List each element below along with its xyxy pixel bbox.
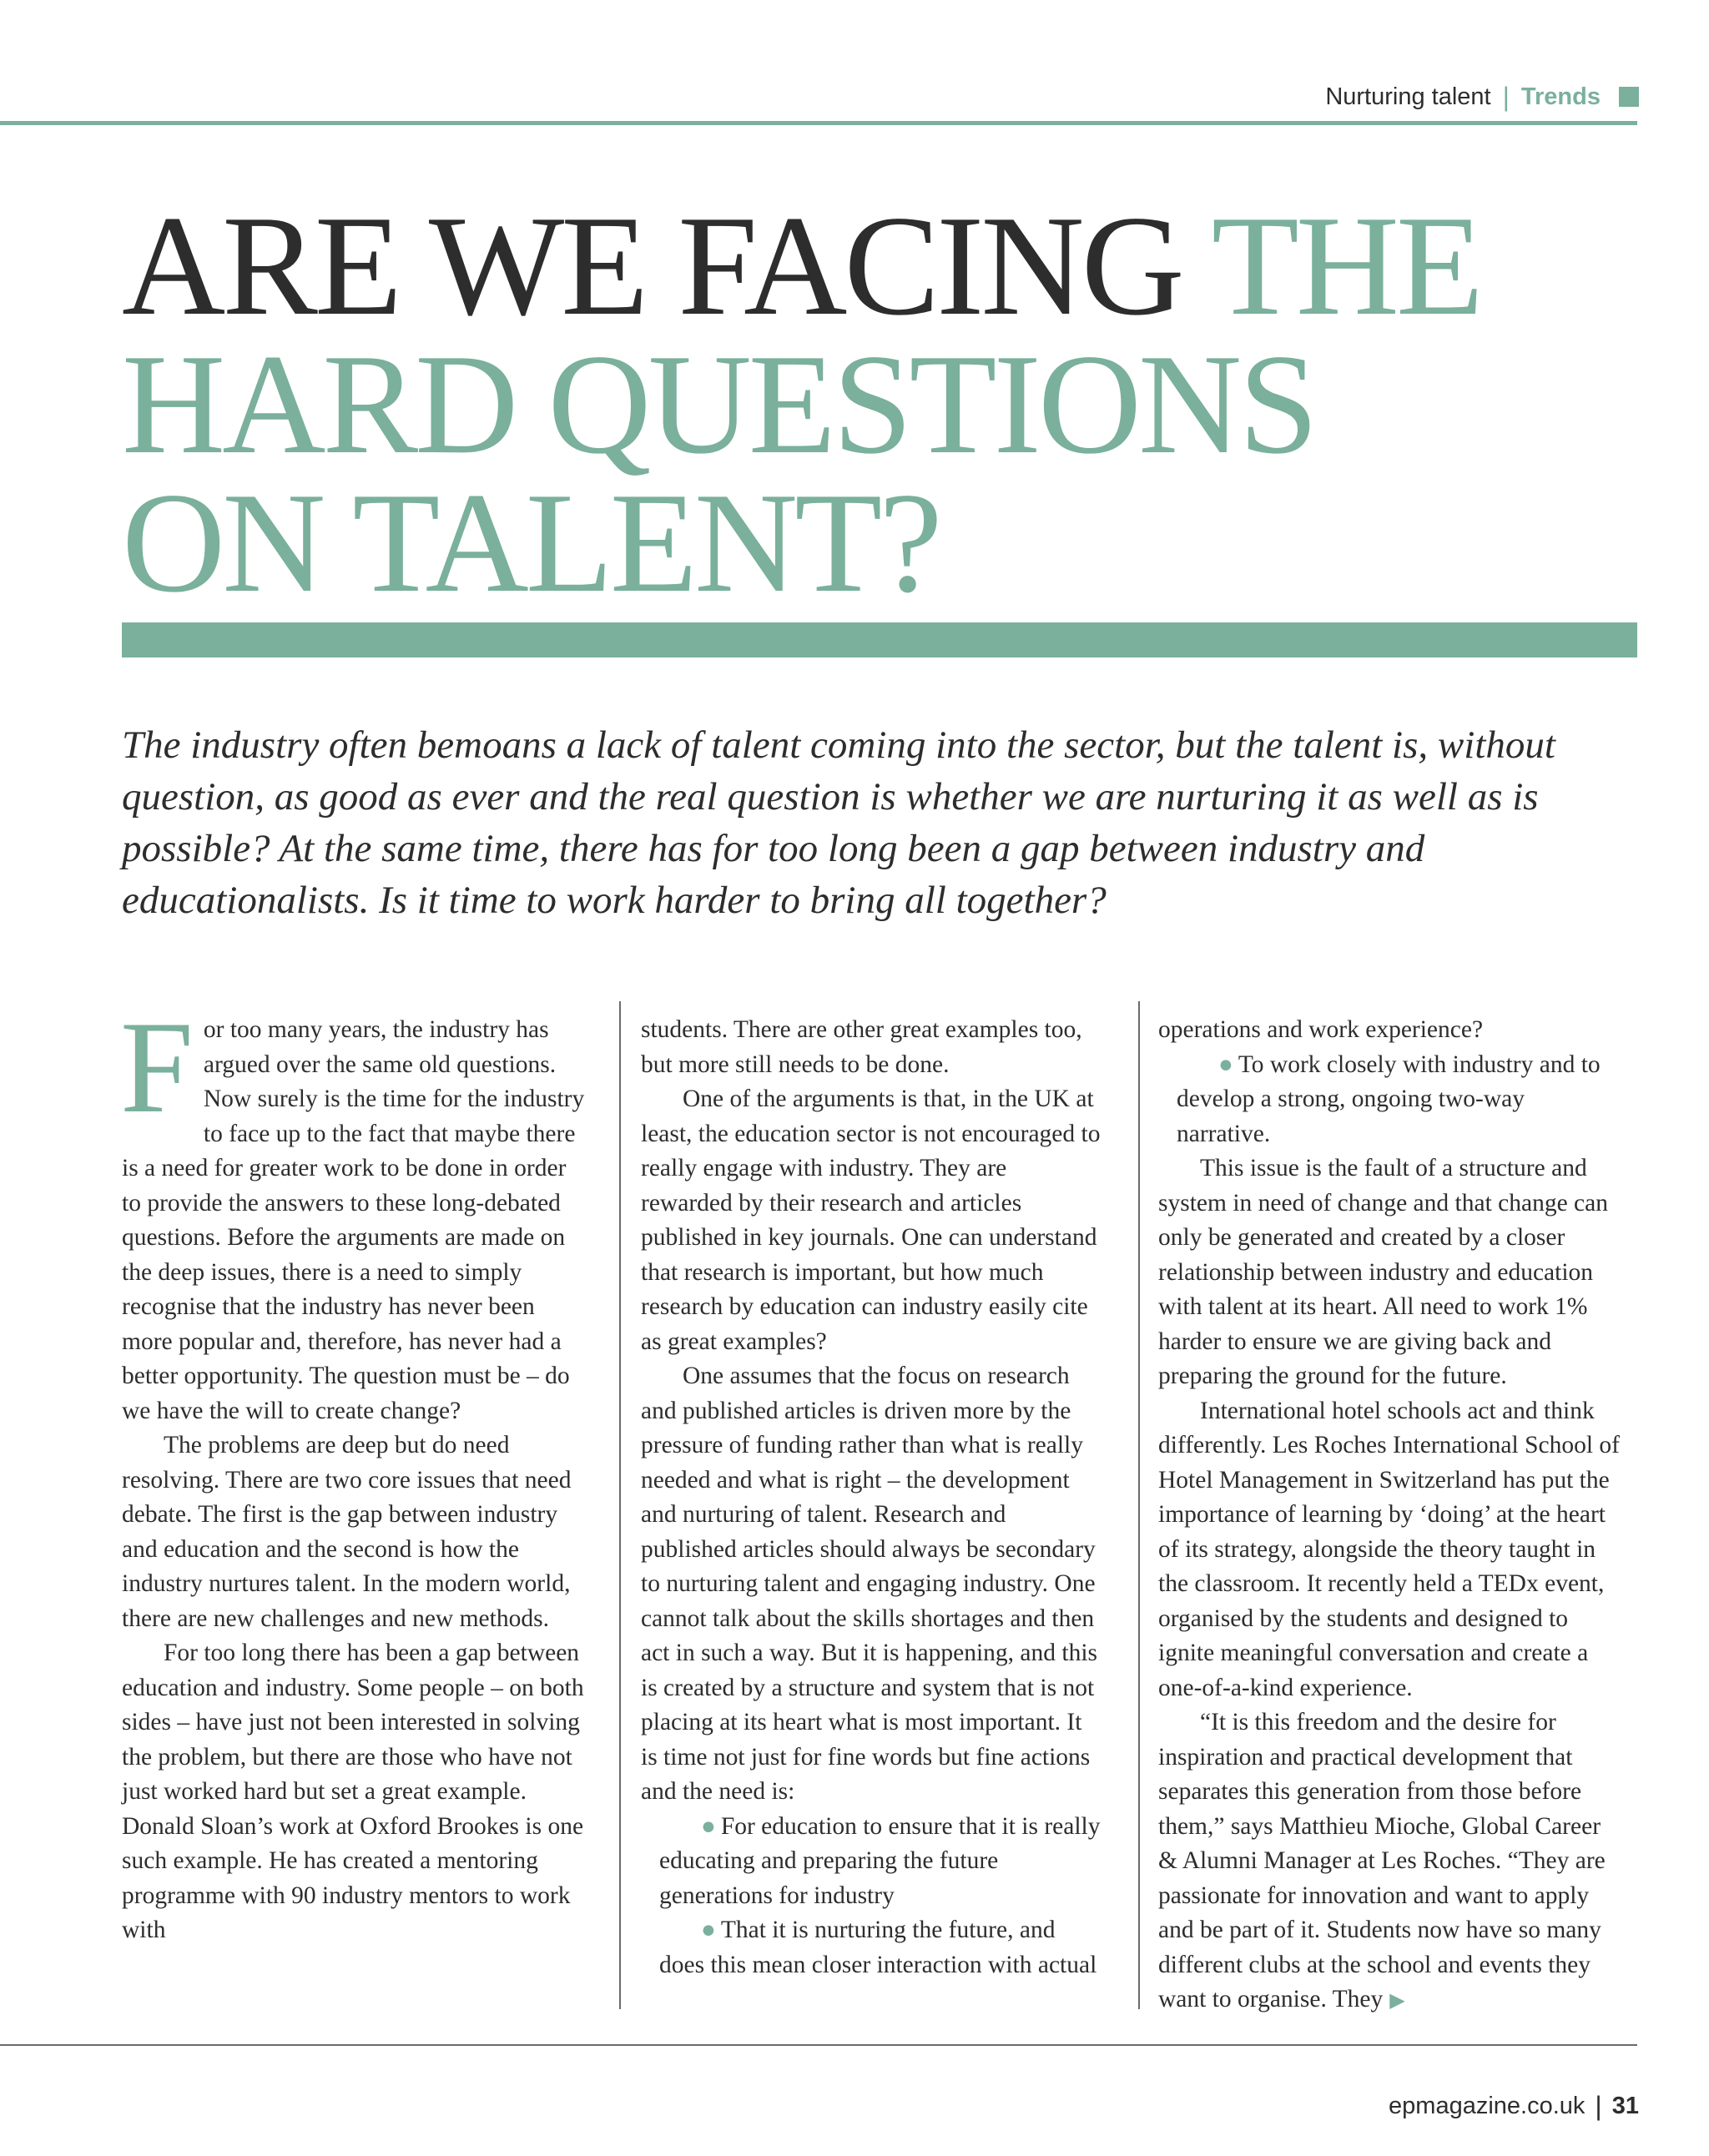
running-head-separator: |	[1502, 81, 1510, 112]
headline-line-2: HARD QUESTIONS	[122, 325, 1315, 484]
teal-dot-icon: ●	[1218, 1050, 1233, 1078]
footer-site: epmagazine.co.uk	[1389, 2092, 1585, 2119]
footer-rule	[0, 2044, 1637, 2046]
bullet-item	[641, 1913, 1104, 1982]
body-paragraph: International hotel schools act and think differently. Les Roches International School of Hotel Management in Switzerland has put the importance of learning by ‘doing’ at the heart of its strategy, alongside the theory taught in the classroom. It recently held a TEDx event, organised by the students and designed to ignite meaningful conversation and create a one-of-a-kind experience.	[1158, 1397, 1620, 1701]
headline-dark-part: ARE WE FACING	[122, 187, 1212, 345]
paragraph-text: or too many years, the industry has argued over the same old questions. Now surely is the time for the industry to face up to the fact that maybe there is a need for greater work to be done in order to provide the answers to these long-debated questions. Before the arguments are made on the deep issues, there is a need to simply recognise that the industry has never been more popular and, therefore, has never had a better opportunity. The question must be – do we have the will to create change?	[122, 1016, 585, 1424]
headline	[122, 187, 1649, 622]
body-paragraph	[120, 995, 585, 1428]
headline-line-1	[122, 187, 1649, 345]
headline-accent-part: THE	[1211, 187, 1481, 345]
running-head-category: Trends	[1520, 83, 1601, 110]
headline-band	[122, 622, 1637, 657]
running-head-section: Nurturing talent	[1325, 83, 1491, 110]
teal-dot-icon: ●	[701, 1812, 716, 1840]
page-footer	[1389, 2089, 1639, 2123]
teal-square-icon	[1619, 87, 1639, 107]
body-column-3	[1158, 1013, 1621, 2019]
standfirst: The industry often bemoans a lack of talent coming into the sector, but the talent is, without question, as good as ever and the real question is whether we are nurturing it as well as is possible? At the same time, there has for too long been a gap between industry and educationalists. Is it time to work harder to bring all together?	[122, 723, 1555, 922]
header-rule	[0, 121, 1637, 125]
footer-separator: |	[1595, 2090, 1602, 2121]
paragraph-text: “It is this freedom and the desire for inspiration and practical development that separates this generation from those before them,” says Matthieu Mioche, Global Career & Alumni Manager at Les Roches. “They are passionate for innovation and want to apply and be part of it. Students now have so many different clubs at the school and events they want to organise. They	[1158, 1709, 1606, 2012]
right-triangle-icon: ▶	[1389, 1990, 1405, 2012]
body-paragraph: This issue is the fault of a structure and system in need of change and that change can only be generated and created by a closer relationship between industry and education with talent at its heart. All need to work 1% harder to ensure we are giving back and preparing the ground for the future.	[1158, 1155, 1608, 1389]
running-head	[1325, 80, 1639, 113]
body-paragraph: students. There are other great examples too, but more still needs to be done.	[641, 1016, 1082, 1078]
body-paragraph: operations and work experience?	[1158, 1016, 1484, 1043]
body-paragraph: One assumes that the focus on research and published articles is driven more by the pressure of funding rather than what is really needed and what is right – the development and nurturing of talent. Research and published articles should always be secondary to nurturing talent and engaging industry. One cannot talk about the skills shortages and then act in such a way. But it is happening, and this is created by a structure and system that is not placing at its heart what is most important. It is time not just for fine words but fine actions and the need is:	[641, 1363, 1098, 1805]
bullet-item	[1158, 1048, 1621, 1152]
teal-dot-icon: ●	[701, 1917, 716, 1943]
column-divider	[1138, 1001, 1140, 2009]
bullet-text: That it is nurturing the future, and does this mean closer interaction with actual	[659, 1917, 1097, 1978]
drop-cap: F	[120, 995, 194, 1141]
page-number: 31	[1611, 2092, 1639, 2119]
bullet-text: To work closely with industry and to develop a strong, ongoing two-way narrative.	[1177, 1050, 1601, 1147]
bullet-text: For education to ensure that it is really educating and preparing the future generations for industry	[659, 1812, 1101, 1909]
body-paragraph: For too long there has been a gap between education and industry. Some people – on both sides – have just not been interested in solving the problem, but there are those who have not just worked hard but set a great example. Donald Sloan’s work at Oxford Brookes is one such example. He has created a mentoring programme with 90 industry mentors to work with	[122, 1640, 584, 1943]
body-paragraph	[1158, 1705, 1621, 2019]
body-column-2	[641, 1013, 1104, 1982]
body-paragraph: The problems are deep but do need resolving. There are two core issues that need debate. The first is the gap between industry and education and the second is how the industry nurtures talent. In the modern world, there are new challenges and new methods.	[122, 1432, 572, 1632]
bullet-item	[641, 1810, 1104, 1914]
body-paragraph: One of the arguments is that, in the UK at least, the education sector is not encouraged to really engage with industry. They are rewarded by their research and articles published in key journals. One can understand that research is important, but how much research by education can industry easily cite as great examples?	[641, 1086, 1101, 1355]
column-divider	[619, 1001, 621, 2009]
headline-line-3: ON TALENT?	[122, 464, 940, 622]
body-column-1	[120, 995, 585, 1948]
